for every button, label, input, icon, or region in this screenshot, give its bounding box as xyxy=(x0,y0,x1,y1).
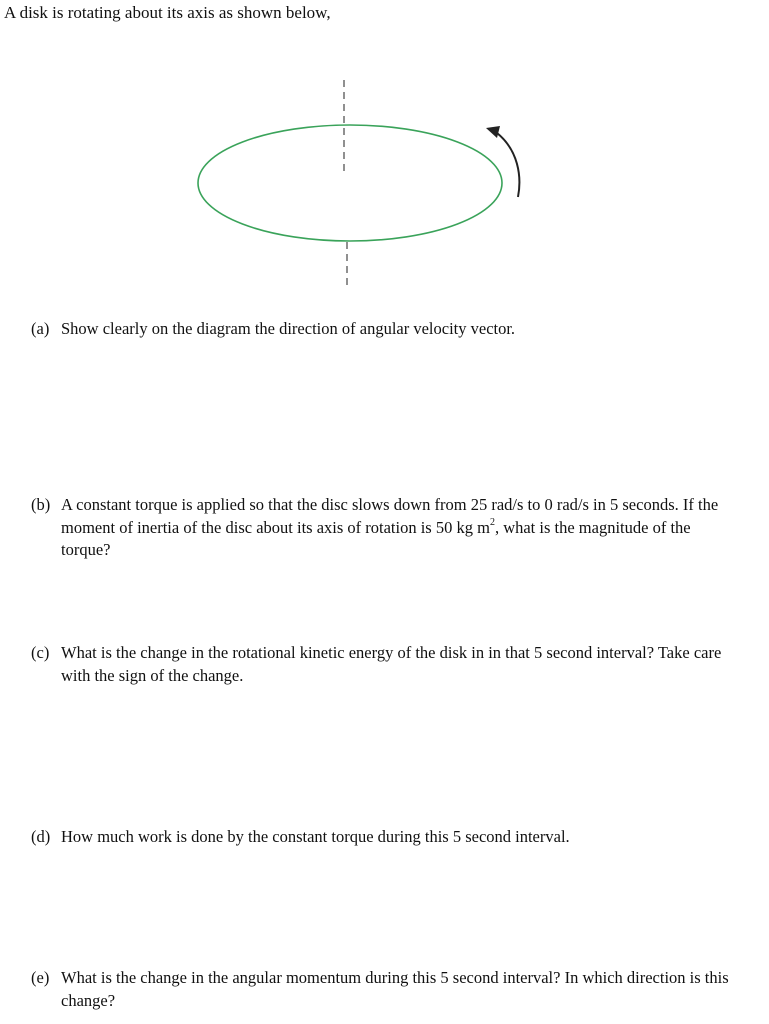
disk-ellipse xyxy=(198,125,502,241)
question-a-label: (a) xyxy=(31,319,50,338)
question-b-exponent: 2 xyxy=(489,517,495,528)
question-c-label: (c) xyxy=(31,643,50,662)
question-e-label: (e) xyxy=(31,968,50,987)
question-b xyxy=(31,494,731,562)
question-c xyxy=(31,642,731,687)
question-b-text-part2: , what is the magnitude of the torque? xyxy=(61,517,691,559)
question-d xyxy=(31,826,731,849)
question-a-text: Show clearly on the diagram the direction of angular velocity vector. xyxy=(61,319,516,338)
question-d-text: How much work is done by the constant torque during this 5 second interval. xyxy=(61,827,570,846)
question-b-text xyxy=(61,494,731,562)
question-c-text: What is the change in the rotational kinetic energy of the disk in in that 5 second interval? Take care with the sign of the change. xyxy=(61,643,722,685)
rotating-disk-diagram xyxy=(0,0,769,300)
question-e-text: What is the change in the angular momentum during this 5 second interval? In which direction is this change? xyxy=(61,968,729,1010)
question-b-label: (b) xyxy=(31,495,51,514)
intro-text: A disk is rotating about its axis as shown below, xyxy=(4,3,331,22)
question-d-label: (d) xyxy=(31,827,51,846)
question-b-text-part1: A constant torque is applied so that the disc slows down from 25 rad/s to 0 rad/s in 5 seconds. If the moment of inertia of the disc about its axis of rotation is 50 kg m xyxy=(61,495,719,537)
question-e xyxy=(31,967,731,1012)
question-a xyxy=(31,318,731,341)
